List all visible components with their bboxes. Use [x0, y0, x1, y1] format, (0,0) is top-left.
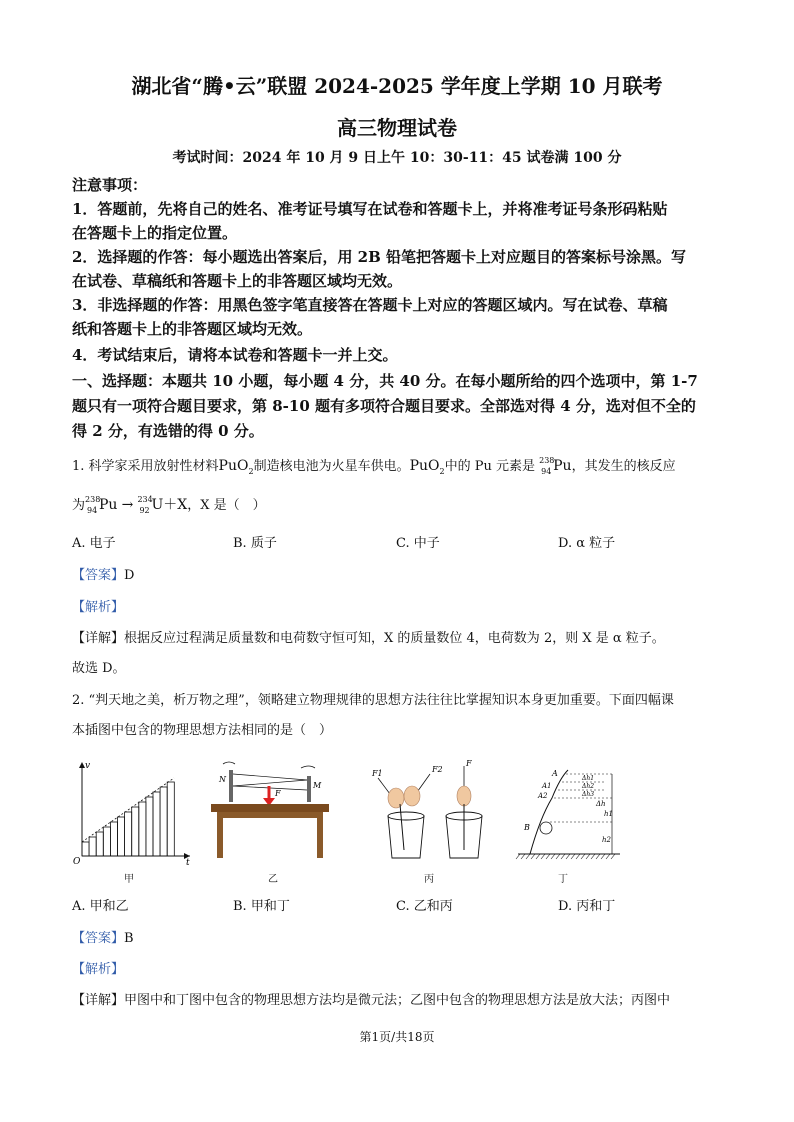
- force-f1-label: F1: [372, 769, 383, 778]
- exam-info: 考试时间：2024 年 10 月 9 日上午 10：30-11：45 试卷满 100 分: [172, 150, 622, 166]
- force-f2-label: F2: [432, 765, 443, 774]
- staircase-bar: [103, 827, 110, 856]
- dh3-label: Δh3: [582, 791, 595, 798]
- ground-hatch: [611, 854, 615, 859]
- q2-option-d: D. 丙和丁: [558, 899, 616, 914]
- dh-label: Δh: [596, 800, 606, 808]
- caption-yi: 乙: [268, 874, 278, 885]
- caption-jia: 甲: [124, 874, 134, 885]
- figure-yi-mirror-table: [205, 758, 335, 866]
- staircase-bar: [146, 797, 153, 856]
- point-a2-label: A2: [538, 792, 548, 800]
- ground-hatch: [546, 854, 550, 859]
- ground-hatch: [606, 854, 610, 859]
- ground-hatch: [581, 854, 585, 859]
- note-line: 纸和答题卡上的非答题区域均无效。: [72, 320, 313, 338]
- q1-stem-line1: 1. 科学家采用放射性材料PuO$_2$制造核电池为火星车供电。PuO$_2$中的 Pu 元素是 238 94 Pu，其发生的核反应: [72, 455, 676, 476]
- h2-label: h2: [602, 836, 611, 844]
- note-line: 在答题卡上的指定位置。: [72, 224, 238, 242]
- ground-hatch: [556, 854, 560, 859]
- point-a1-label: A1: [542, 782, 552, 790]
- force-f-label: F: [466, 759, 472, 768]
- q2-stem-line2: 本插图中包含的物理思想方法相同的是（ ）: [72, 723, 333, 738]
- staircase-bar: [167, 782, 174, 856]
- note-line: 在试卷、草稿纸和答题卡上的非答题区域均无效。: [72, 272, 403, 290]
- axis-t-label: t: [186, 858, 190, 866]
- note-line: 1．答题前，先将自己的姓名、准考证号填写在试卷和答题卡上，并将准考证号条形码粘贴: [72, 200, 668, 218]
- mirror-m-label: M: [313, 781, 322, 790]
- point-a-label: A: [552, 769, 558, 778]
- staircase-bar: [118, 817, 125, 856]
- point-b-label: B: [524, 823, 530, 832]
- q1-stem-line2: 为 238 94 Pu → 234 92 U＋X，X 是（ ）: [72, 494, 266, 515]
- q1-option-b: B. 质子: [233, 536, 277, 551]
- ground-hatch: [561, 854, 565, 859]
- q1-conclusion: 故选 D。: [72, 661, 126, 676]
- q1-option-c: C. 中子: [396, 536, 440, 551]
- q2-analysis-tag: 【解析】: [72, 962, 125, 977]
- q2-answer: 【答案】B: [72, 931, 134, 946]
- staircase-bar: [89, 837, 96, 856]
- ground-hatch: [526, 854, 530, 859]
- q2-option-c: C. 乙和丙: [396, 899, 453, 914]
- note-line: 4．考试结束后，请将本试卷和答题卡一并上交。: [72, 346, 398, 364]
- note-line: 3．非选择题的作答：用黑色签字笔直接答在答题卡上对应的答题区域内。写在试卷、草稿: [72, 296, 668, 314]
- staircase-bars: [82, 782, 174, 856]
- dh1-label: Δh1: [582, 775, 595, 782]
- origin-label: O: [73, 857, 81, 866]
- staircase-bar: [82, 842, 89, 856]
- ground-hatch: [521, 854, 525, 859]
- ground-hatch: [591, 854, 595, 859]
- axis-v-label: v: [85, 761, 91, 771]
- figure-jia-vt-graph: [70, 758, 195, 866]
- q1-detail: 【详解】根据反应过程满足质量数和电荷数守恒可知，X 的质量数位 4，电荷数为 2，则 X 是 α 粒子。: [72, 631, 665, 646]
- exam-subtitle: 高三物理试卷: [337, 116, 457, 140]
- dh2-label: Δh2: [582, 783, 595, 790]
- ground-hatch: [541, 854, 545, 859]
- section-line: 一、选择题：本题共 10 小题，每小题 4 分，共 40 分。在每小题所给的四个选项中，第 1-7: [72, 372, 698, 390]
- force-f-label: F: [275, 789, 281, 798]
- q1-analysis-tag: 【解析】: [72, 600, 125, 615]
- ground-hatch: [536, 854, 540, 859]
- ground-hatch: [531, 854, 535, 859]
- q1-option-a: A. 电子: [72, 536, 116, 551]
- q2-detail: 【详解】甲图中和丁图中包含的物理思想方法均是微元法；乙图中包含的物理思想方法是放大法；丙图中: [72, 993, 671, 1008]
- page-footer: 第1页/共18页: [359, 1030, 435, 1044]
- staircase-bar: [139, 802, 146, 856]
- ground-hatch: [586, 854, 590, 859]
- figure-bing-cups: [366, 758, 496, 866]
- notes-heading: 注意事项：: [72, 176, 148, 194]
- q2-option-b: B. 甲和丁: [233, 899, 290, 914]
- figure-ding-slope: [512, 758, 642, 866]
- ground-hatch: [566, 854, 570, 859]
- staircase-bar: [132, 807, 139, 856]
- h1-label: h1: [604, 810, 613, 818]
- staircase-bar: [96, 832, 103, 856]
- staircase-bar: [110, 822, 117, 856]
- section-line: 题只有一项符合题目要求，第 8-10 题有多项符合题目要求。全部选对得 4 分，选对但不全的: [72, 397, 696, 415]
- q2-stem-line1: 2. “判天地之美，析万物之理”，领略建立物理规律的思想方法往往比掌握知识本身更加重要。下面四幅课: [72, 693, 674, 708]
- section-line: 得 2 分，有选错的得 0 分。: [72, 422, 264, 440]
- caption-bing: 丙: [424, 874, 434, 885]
- staircase-bar: [153, 792, 160, 856]
- ground-hatch: [596, 854, 600, 859]
- q1-option-d: D. α 粒子: [558, 536, 616, 551]
- q2-option-a: A. 甲和乙: [72, 899, 129, 914]
- ground-hatch: [571, 854, 575, 859]
- ground-hatch: [576, 854, 580, 859]
- ground-hatch: [516, 854, 520, 859]
- staircase-bar: [125, 812, 132, 856]
- ground-hatch: [601, 854, 605, 859]
- ground-hatch: [551, 854, 555, 859]
- caption-ding: 丁: [558, 874, 568, 885]
- q1-answer: 【答案】D: [72, 568, 135, 583]
- note-line: 2．选择题的作答：每小题选出答案后，用 2B 铅笔把答题卡上对应题目的答案标号涂黑。写: [72, 248, 687, 266]
- staircase-bar: [160, 787, 167, 856]
- exam-title: 湖北省“腾•云”联盟 2024-2025 学年度上学期 10 月联考: [131, 74, 663, 98]
- mirror-n-label: N: [219, 775, 226, 784]
